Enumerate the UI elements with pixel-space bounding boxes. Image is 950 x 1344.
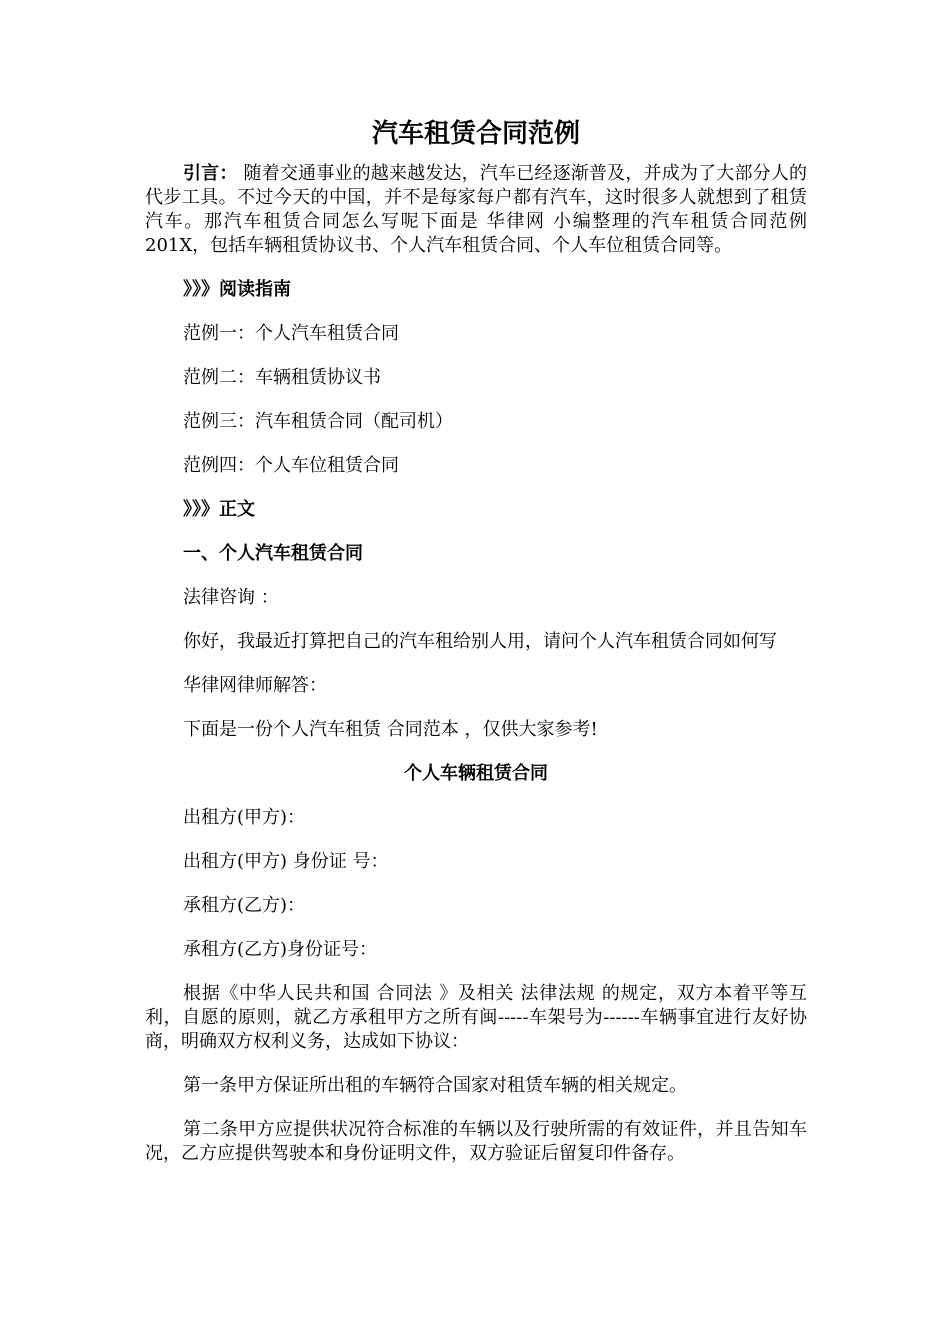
lessor-id-field: 出租方(甲方) 身份证 号： (183, 851, 389, 872)
lessee-id-field: 承租方(乙方)身份证号： (183, 939, 378, 960)
contract-article-2: 第二条甲方应提供状况符合标准的车辆以及行驶所需的有效证件，并且告知车况，乙方应提供驾驶本和身份证明文件，双方验证后留复印件备存。 (145, 1119, 807, 1164)
section1-heading: 一、个人汽车租赁合同 (183, 543, 363, 564)
guide-item: 范例三：汽车租赁合同（配司机） (183, 411, 453, 432)
lessee-field: 承租方(乙方)： (183, 895, 306, 916)
intro-paragraph (145, 162, 807, 258)
guide-item: 范例二：车辆租赁协议书 (183, 367, 381, 388)
contract-title: 个人车辆租赁合同 (404, 763, 548, 784)
guide-heading: 》》》阅读指南 (183, 279, 291, 300)
intro-text: 随着交通事业的越来越发达，汽车已经逐渐普及，并成为了大部分人的代步工具。不过今天的中国，并不是每家每户都有汽车，这时很多人就想到了租赁汽车。那汽车租赁合同怎么写呢下面是 华律网 小编整理的汽车租赁合同范例201X，包括车辆租赁协议书、个人汽车租赁合同、个人车位租赁合同等。 (145, 163, 808, 256)
body-heading: 》》》正文 (183, 499, 255, 520)
contract-preamble: 根据《中华人民共和国 合同法 》及相关 法律法规 的规定，双方本着平等互利，自愿的原则，就乙方承租甲方之所有闽-----车架号为------车辆事宜进行友好协商，明确双方权利义务，达成如下协议： (145, 983, 807, 1052)
consult-label: 法律咨询 ： (183, 587, 279, 608)
answer-text: 下面是一份个人汽车租赁 合同范本 ，仅供大家参考! (183, 719, 598, 740)
contract-article-1: 第一条甲方保证所出租的车辆符合国家对租赁车辆的相关规定。 (183, 1075, 687, 1096)
lessor-field: 出租方(甲方)： (183, 807, 306, 828)
answer-label: 华律网律师解答： (183, 675, 327, 696)
consult-question: 你好，我最近打算把自己的汽车租给别人用，请问个人汽车租赁合同如何写 (183, 631, 777, 652)
intro-label: 引言： (183, 163, 238, 184)
guide-item: 范例四：个人车位租赁合同 (183, 455, 399, 476)
document-page (145, 110, 807, 1166)
document-title: 汽车租赁合同范例 (371, 119, 580, 149)
guide-item: 范例一：个人汽车租赁合同 (183, 323, 399, 344)
